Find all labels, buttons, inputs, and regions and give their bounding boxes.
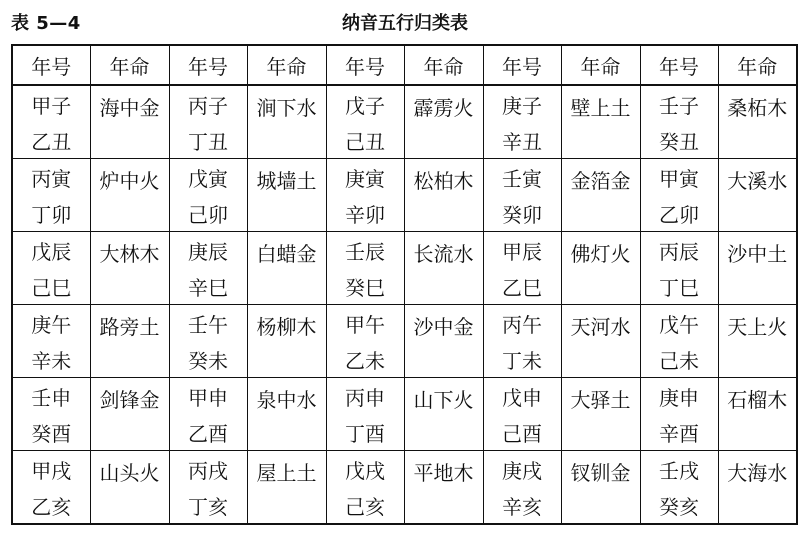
- year-cell: 丁酉: [326, 414, 404, 451]
- year-cell: 辛未: [12, 341, 90, 378]
- year-cell: 辛巳: [169, 268, 247, 305]
- year-cell: 癸巳: [326, 268, 404, 305]
- year-cell: 壬寅: [483, 159, 561, 196]
- ming-cell: 大溪水: [718, 159, 797, 232]
- year-cell: 癸丑: [640, 122, 718, 159]
- year-cell: 戊寅: [169, 159, 247, 196]
- ming-cell: 霹雳火: [404, 85, 483, 159]
- ming-cell: 屋上土: [247, 451, 326, 525]
- column-header-ming: 年命: [561, 45, 640, 85]
- year-cell: 庚申: [640, 378, 718, 415]
- ming-cell: 泉中水: [247, 378, 326, 451]
- table-body: [12, 85, 797, 524]
- year-cell: 戊申: [483, 378, 561, 415]
- column-header-year: 年号: [12, 45, 90, 85]
- table-header-row: [12, 45, 797, 85]
- ming-cell: 大林木: [90, 232, 169, 305]
- table-header: [0, 0, 810, 44]
- ming-cell: 炉中火: [90, 159, 169, 232]
- year-cell: 丙子: [169, 85, 247, 122]
- ming-cell: 海中金: [90, 85, 169, 159]
- year-cell: 甲午: [326, 305, 404, 342]
- year-cell: 己酉: [483, 414, 561, 451]
- ming-cell: 石榴木: [718, 378, 797, 451]
- year-cell: 庚寅: [326, 159, 404, 196]
- ming-cell: 平地木: [404, 451, 483, 525]
- table-row: [12, 305, 797, 342]
- ming-cell: 佛灯火: [561, 232, 640, 305]
- year-cell: 辛丑: [483, 122, 561, 159]
- table-row: [12, 159, 797, 196]
- year-cell: 辛卯: [326, 195, 404, 232]
- ming-cell: 天上火: [718, 305, 797, 378]
- year-cell: 丁巳: [640, 268, 718, 305]
- year-cell: 甲辰: [483, 232, 561, 269]
- year-cell: 戊午: [640, 305, 718, 342]
- column-header-ming: 年命: [404, 45, 483, 85]
- ming-cell: 白蜡金: [247, 232, 326, 305]
- year-cell: 己卯: [169, 195, 247, 232]
- year-cell: 丙寅: [12, 159, 90, 196]
- year-cell: 丁未: [483, 341, 561, 378]
- column-header-year: 年号: [326, 45, 404, 85]
- year-cell: 丙午: [483, 305, 561, 342]
- year-cell: 壬申: [12, 378, 90, 415]
- ming-cell: 沙中土: [718, 232, 797, 305]
- ming-cell: 城墙土: [247, 159, 326, 232]
- ming-cell: 剑锋金: [90, 378, 169, 451]
- year-cell: 庚午: [12, 305, 90, 342]
- ming-cell: 金箔金: [561, 159, 640, 232]
- ming-cell: 钗钏金: [561, 451, 640, 525]
- year-cell: 丙辰: [640, 232, 718, 269]
- year-cell: 甲申: [169, 378, 247, 415]
- ming-cell: 长流水: [404, 232, 483, 305]
- ming-cell: 壁上土: [561, 85, 640, 159]
- year-cell: 丁卯: [12, 195, 90, 232]
- ming-cell: 桑柘木: [718, 85, 797, 159]
- year-cell: 癸酉: [12, 414, 90, 451]
- year-cell: 辛亥: [483, 487, 561, 524]
- year-cell: 壬子: [640, 85, 718, 122]
- year-cell: 丙申: [326, 378, 404, 415]
- year-cell: 庚辰: [169, 232, 247, 269]
- ming-cell: 杨柳木: [247, 305, 326, 378]
- nayin-five-elements-table: [11, 44, 798, 525]
- year-cell: 癸卯: [483, 195, 561, 232]
- ming-cell: 松柏木: [404, 159, 483, 232]
- year-cell: 己亥: [326, 487, 404, 524]
- year-cell: 己丑: [326, 122, 404, 159]
- year-cell: 庚戌: [483, 451, 561, 488]
- table-title: 纳音五行归类表: [342, 13, 468, 34]
- table-number: 表 5—4: [11, 13, 81, 34]
- year-cell: 丁亥: [169, 487, 247, 524]
- ming-cell: 沙中金: [404, 305, 483, 378]
- table-row: [12, 378, 797, 415]
- year-cell: 戊子: [326, 85, 404, 122]
- year-cell: 丁丑: [169, 122, 247, 159]
- year-cell: 乙酉: [169, 414, 247, 451]
- year-cell: 甲寅: [640, 159, 718, 196]
- year-cell: 乙亥: [12, 487, 90, 524]
- year-cell: 戊辰: [12, 232, 90, 269]
- year-cell: 乙丑: [12, 122, 90, 159]
- year-cell: 甲子: [12, 85, 90, 122]
- ming-cell: 大海水: [718, 451, 797, 525]
- year-cell: 乙卯: [640, 195, 718, 232]
- table-row: [12, 232, 797, 269]
- year-cell: 癸未: [169, 341, 247, 378]
- year-cell: 己巳: [12, 268, 90, 305]
- year-cell: 癸亥: [640, 487, 718, 524]
- year-cell: 乙未: [326, 341, 404, 378]
- ming-cell: 大驿土: [561, 378, 640, 451]
- year-cell: 戊戌: [326, 451, 404, 488]
- table-row: [12, 451, 797, 488]
- ming-cell: 涧下水: [247, 85, 326, 159]
- column-header-ming: 年命: [718, 45, 797, 85]
- column-header-year: 年号: [169, 45, 247, 85]
- column-header-year: 年号: [640, 45, 718, 85]
- ming-cell: 山头火: [90, 451, 169, 525]
- year-cell: 壬午: [169, 305, 247, 342]
- year-cell: 丙戌: [169, 451, 247, 488]
- year-cell: 乙巳: [483, 268, 561, 305]
- year-cell: 庚子: [483, 85, 561, 122]
- year-cell: 辛酉: [640, 414, 718, 451]
- ming-cell: 天河水: [561, 305, 640, 378]
- column-header-ming: 年命: [247, 45, 326, 85]
- year-cell: 己未: [640, 341, 718, 378]
- ming-cell: 路旁土: [90, 305, 169, 378]
- year-cell: 甲戌: [12, 451, 90, 488]
- column-header-ming: 年命: [90, 45, 169, 85]
- year-cell: 壬戌: [640, 451, 718, 488]
- ming-cell: 山下火: [404, 378, 483, 451]
- table-row: [12, 85, 797, 122]
- column-header-year: 年号: [483, 45, 561, 85]
- year-cell: 壬辰: [326, 232, 404, 269]
